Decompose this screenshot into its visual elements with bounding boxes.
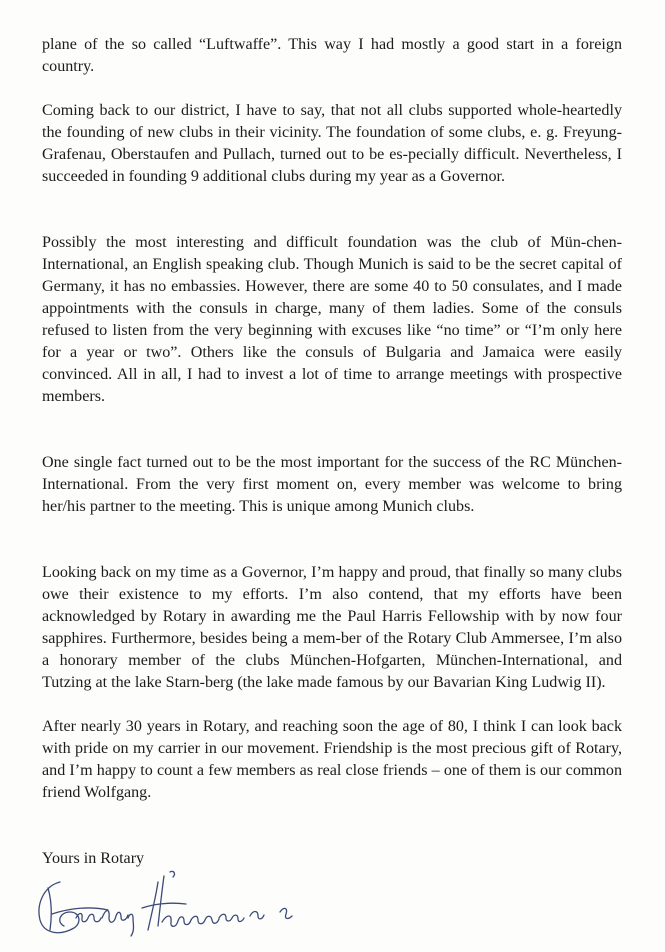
paragraph-governor-reflection: Looking back on my time as a Governor, I’m happy and proud, that finally so many clubs owe their existence to my efforts. I’m also contend, that my efforts have been acknowledged by Rotary in awarding me the Paul Harris Fellowship with by now four sapphires. Furthermore, besides being a mem-ber of the Rotary Club Ammersee, I’m also a honorary member of the clubs München-Hofgarten, München-International, and Tutzing at the lake Starn-berg (the lake made famous by our Bavarian King Ludwig II).	[42, 564, 622, 691]
paragraph-luftwaffe-start: plane of the so called “Luftwaffe”. This way I had mostly a good start in a foreign country.	[42, 36, 622, 75]
handwritten-signature	[30, 868, 310, 946]
paragraph-rc-success: One single fact turned out to be the most important for the success of the RC München-International. From the very first moment on, every member was welcome to bring her/his partner to the meeting. This is unique among Munich clubs.	[42, 454, 622, 515]
paragraph-district-clubs: Coming back to our district, I have to say, that not all clubs supported whole-heartedly the founding of new clubs in their vicinity. The foundation of some clubs, e. g. Freyung-Grafenau, Oberstaufen and Pullach, turned out to be es-pecially difficult. Nevertheless, I succeeded in founding 9 additional clubs during my year as a Governor.	[42, 102, 622, 185]
paragraph-rotary-friendship: After nearly 30 years in Rotary, and reaching soon the age of 80, I think I can look back with pride on my carrier in our movement. Friendship is the most precious gift of Rotary, and I’m happy to count a few members as real close friends – one of them is our common friend Wolfgang.	[42, 718, 622, 801]
paragraph-munich-international-foundation: Possibly the most interesting and difficult foundation was the club of Mün-chen-International, an English speaking club. Though Munich is said to be the secret capital of Germany, it has no embassies. However, there are some 40 to 50 consulates, and I made appointments with the consuls in charge, many of them ladies. Some of the consuls refused to listen from the very beginning with excuses like “no time” or “I’m only here for a year or two”. Others like the consuls of Bulgaria and Jamaica were easily convinced. All in all, I had to invest a lot of time to arrange meetings with prospective members.	[42, 234, 622, 405]
closing-salutation: Yours in Rotary	[42, 850, 145, 867]
